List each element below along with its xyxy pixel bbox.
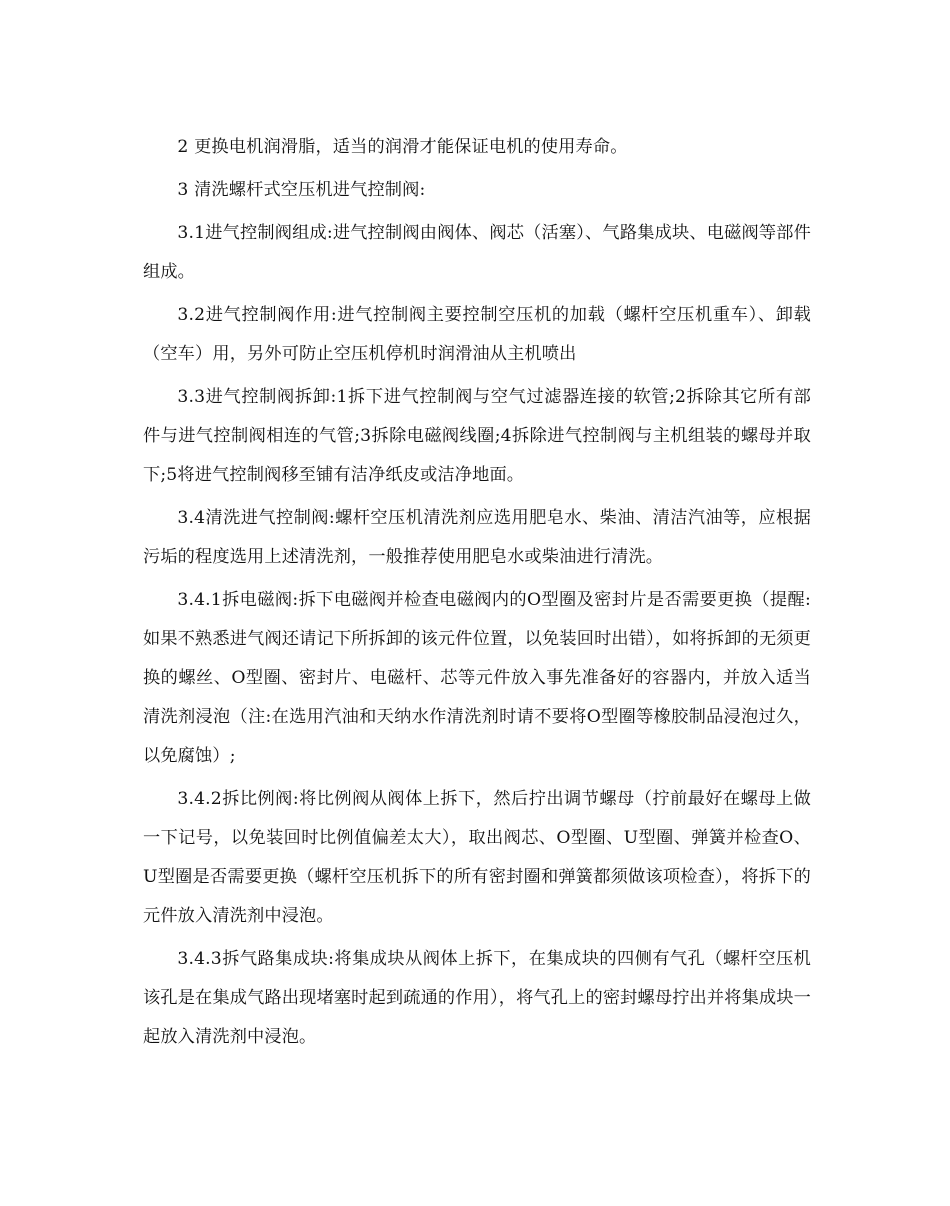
paragraph-solenoid-valve: 3.4.1拆电磁阀:拆下电磁阀并检查电磁阀内的O型圈及密封片是否需要更换（提醒:如果不熟悉进气阀还请记下所拆卸的该元件位置，以免装回时出错），如将拆卸的无须更换的螺丝、O型圈、密封片、电磁杆、芯等元件放入事先准备好的容器内，并放入适当清洗剂浸泡（注:在选用汽油和天纳水作清洗剂时请不要将O型圈等橡胶制品浸泡过久，以免腐蚀）; — [143, 590, 811, 766]
paragraph-motor-grease: 2 更换电机润滑脂，适当的润滑才能保证电机的使用寿命。 — [177, 137, 628, 157]
document-body — [143, 128, 811, 1061]
paragraph-valve-removal: 3.3进气控制阀拆卸:1拆下进气控制阀与空气过滤器连接的软管;2拆除其它所有部件与进气控制阀相连的气管;3拆除电磁阀线圈;4拆除进气控制阀与主机组装的螺母并取下;5将进气控制阀移至铺有洁净纸皮或洁净地面。 — [143, 387, 811, 485]
paragraph-proportional-valve: 3.4.2拆比例阀:将比例阀从阀体上拆下，然后拧出调节螺母（拧前最好在螺母上做一下记号，以免装回时比例值偏差太大），取出阀芯、O型圈、U型圈、弹簧并检查O、U型圈是否需要更换（螺杆空压机拆下的所有密封圈和弹簧都须做该项检查），将拆下的元件放入清洗剂中浸泡。 — [143, 789, 811, 926]
paragraph-clean-intake-valve: 3 清洗螺杆式空压机进气控制阀: — [177, 180, 426, 200]
paragraph-valve-cleaning: 3.4清洗进气控制阀:螺杆空压机清洗剂应选用肥皂水、柴油、清洁汽油等，应根据污垢的程度选用上述清洗剂，一般推荐使用肥皂水或柴油进行清洗。 — [143, 508, 811, 567]
paragraph-valve-function: 3.2进气控制阀作用:进气控制阀主要控制空压机的加载（螺杆空压机重车）、卸载（空车）用，另外可防止空压机停机时润滑油从主机喷出 — [143, 305, 811, 364]
paragraph-air-block: 3.4.3拆气路集成块:将集成块从阀体上拆下，在集成块的四侧有气孔（螺杆空压机该孔是在集成气路出现堵塞时起到疏通的作用），将气孔上的密封螺母拧出并将集成块一起放入清洗剂中浸泡。 — [143, 949, 811, 1047]
paragraph-valve-composition: 3.1进气控制阀组成:进气控制阀由阀体、阀芯（活塞）、气路集成块、电磁阀等部件组成。 — [143, 223, 811, 282]
